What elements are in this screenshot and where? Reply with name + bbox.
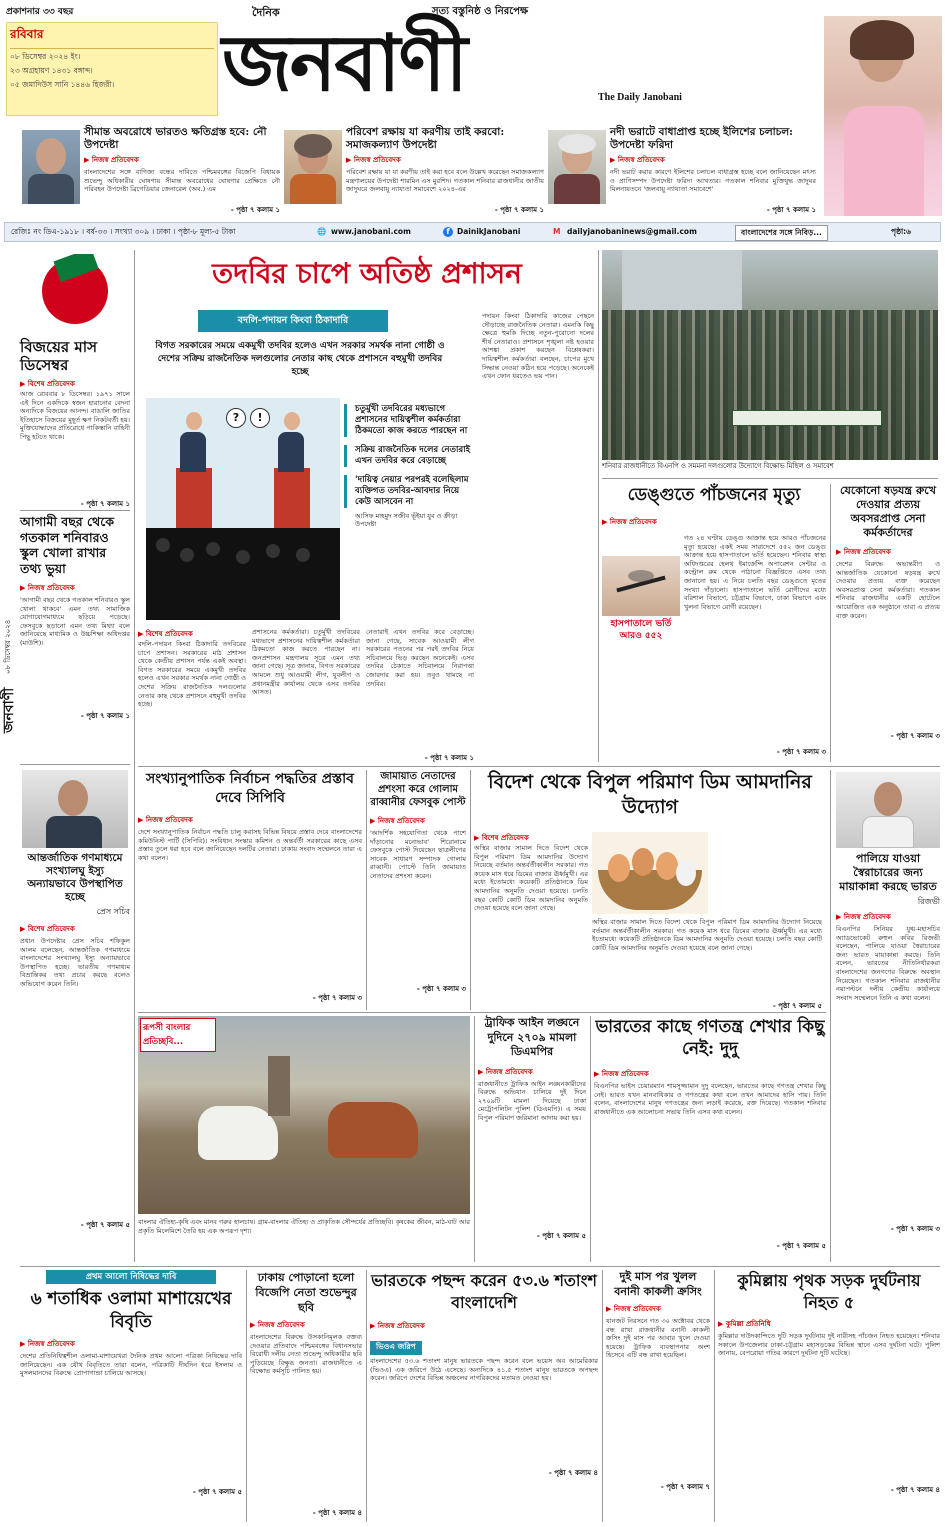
school-byline: ▶ নিজস্ব প্রতিবেদক — [20, 582, 130, 594]
lead-point: সক্রিয় রাজনৈতিক দলের নেতারাই এখন তদবির করে বেড়াচ্ছে — [344, 445, 472, 467]
survey-tag: ভিওএ জরিপ — [370, 1341, 422, 1355]
protest-photo — [602, 250, 938, 460]
dengue-text: গত ২৪ ঘণ্টায় ডেঙ্গু আক্রান্ত হয়ে আরও পাঁচজনের মৃত্যু হয়েছে। একই সময় সারাদেশে ৫৫২ জন ডেঙ্গু আক্রান্ত হয়ে হাসপাতালে ভর্তি হয়েছেন। শনিবার স্বাস্থ্য অধিদপ্তরের হেলথ ইমার্জেন্সি অপারেশন সেন্টার ও কন্ট্রোল রুম থেকে পাঠানো বিজ্ঞপ্তিতে এসব তথ্য জানানো হয়। এ নিয়ে চলতি বছর ডেঙ্গুতে মৃতের সংখ্যা দাঁড়ালো। হাসপাতালে ভর্তি রোগীদের মধ্যে বরিশাল বিভাগে, চট্টগ্রাম বিভাগে, ঢাকা বিভাগে এবং খুলনা বিভাগে রোগী রয়েছেন। — [684, 534, 826, 611]
lead-col-4: পদায়ন কিংবা ঠিকাদারি কাজের পেছনে দৌড়াচ্ছে রাজনৈতিক নেতারা। এমনকি কিছু ক্ষেত্রে হুমকি দিচ্ছে নতুন-পুরোনো দলের শীর্ষ নেতারাও। প্রশাসনে শৃঙ্খলা নষ্ট হওয়ার আশঙ্কা প্রকাশ করছেন বিশ্লেষকরা। দায়িত্বশীল কর্মকর্তারা বলছেন, চাপের মুখে সিদ্ধান্ত নেওয়া কঠিন হয়ে পড়েছে। অনেকেই এখন ফোন ধরতেও ভয় পান। — [482, 312, 594, 381]
gmail-icon: M — [553, 227, 561, 236]
survey-byline: ▶ নিজস্ব প্রতিবেদক — [370, 1320, 598, 1332]
top-story-3-title: নদী ভরাটে বাধাপ্রাপ্ত হচ্ছে ইলিশের চলাচল: উপদেষ্টা ফরিদা — [610, 126, 794, 151]
logo: জনবাণী — [222, 18, 466, 109]
traffic-block[interactable] — [478, 1016, 586, 1262]
eggs-block[interactable] — [474, 770, 826, 1010]
olama-byline: ▶ নিজস্ব প্রতিবেদক — [20, 1338, 242, 1350]
top-story-2-more: - পৃষ্ঠা ৭ কলাম ১ — [494, 206, 544, 214]
india-flee-more: - পৃষ্ঠা ৭ কলাম ৩ — [890, 1225, 940, 1233]
daily-label: দৈনিক — [252, 6, 280, 19]
eggs-text-continued: অস্থির বাজার সামাল দিতে বিদেশ থেকে বিপুল পরিমাণ ডিম আমদানির উদ্যোগ নিয়েছে বর্তমান অন্তর্বর্তীকালীন সরকার। গত কয়েক মাস ধরে ডিমের বাজার ঊর্ধ্বমুখী। এর মধ্যে ইতোমধ্যে কয়েকটি প্রতিষ্ঠানকে ডিম আমদানির অনুমতি দেওয়া হয়েছে। চলতি বছর কোটি কোটি ডিম আমদানির অনুমতি দেওয়া হয়েছে বলে জানা গেছে। — [592, 918, 822, 952]
top-story-3-more: - পৃষ্ঠা ৭ কলাম ১ — [766, 206, 816, 214]
victory-byline: ▶ বিশেষ প্রতিবেদক — [20, 378, 75, 390]
lead-quote-by: আসিফ মাহমুদ সজীব ভূঁইয়া যুব ও ক্রীড়া উপদেষ্টা — [355, 512, 458, 528]
eggs-text: অস্থির বাজার সামাল দিতে বিদেশ থেকে বিপুল পরিমাণ ডিম আমদানির উদ্যোগ নিয়েছে বর্তমান অন্তর্বর্তীকালীন সরকার। গত কয়েক মাস ধরে ডিমের বাজার ঊর্ধ্বমুখী। এর মধ্যে ইতোমধ্যে কয়েকটি প্রতিষ্ঠানকে ডিম আমদানির অনুমতি দেওয়া হয়েছে। চলতি বছর কোটি কোটি ডিম আমদানির অনুমতি দেওয়া হয়েছে বলে জানা গেছে। — [474, 844, 588, 913]
lead-col-3: নেতারাই এখন তদবির করে বেড়াচ্ছে। জানা গেছে, সাবেক আওয়ামী লীগ সরকারের পতনের পর পরই তদবির নিয়ে সচিবালয়ে ভিড় করছেন অনেকেই। এসব তদবির ঠেকাতে সচিবালয়ে নিরাপত্তা জোরদার করা হয়। তবুও থামছে না তদবির। — [366, 628, 474, 688]
date-box — [6, 22, 218, 116]
dengue-box: হাসপাতালে ভর্তি আরও ৫৫২ — [610, 619, 672, 641]
jamaat-more: - পৃষ্ঠা ৭ কলাম ৩ — [416, 985, 466, 993]
dengue-title: ডেঙ্গুতে পাঁচজনের মৃত্যু — [627, 485, 801, 505]
comilla-text: কুমিল্লার দাউদকান্দিতে দুটি সড়ক দুর্ঘটনায় দুই নারীসহ পাঁচজন নিহত হয়েছেন। শনিবার সকালে উপজেলার ঢাকা-চট্টগ্রাম মহাসড়কের বিভিন্ন স্থানে এসব দুর্ঘটনা ঘটে। পুলিশ জানায়, বেপরোয়া গতির কারণে দুর্ঘটনা দুটি ঘটেছে। — [718, 1332, 940, 1358]
website-link[interactable]: www.janobani.com — [331, 227, 411, 236]
banani-text: যানজট নিরসনে গত ৩০ অক্টোবর থেকে বন্ধ রাখা রাজধানীর বনানী কাকলী ক্রসিং দুই মাস পর আবার খুলে দেওয়া হয়েছে। ট্রাফিক ব্যবস্থাপনার অংশ হিসেবে এটি বন্ধ রাখা হয়েছিল। — [606, 1317, 710, 1360]
spine-logo: জনবাণী — [1, 687, 17, 733]
lead-illustration: ? ! — [146, 398, 340, 620]
suvendu-text: বাংলাদেশের বিরুদ্ধে উসকানিমূলক বক্তব্য দেওয়ার প্রতিবাদে পশ্চিমবঙ্গের বিধানসভার বিরোধী দলীয় নেতা শুভেন্দু অধিকারীর ছবি পুড়িয়েছে বিক্ষুব্ধ জনতা। রাজধানীতে এ বিক্ষোভ কর্মসূচি পালিত হয়। — [250, 1333, 362, 1376]
suvendu-title: ঢাকায় পোড়ানো হলো বিজেপি নেতা শুভেন্দুর ছবি — [255, 1271, 357, 1314]
cpb-block[interactable] — [138, 770, 362, 1010]
lead-points — [344, 404, 472, 624]
eggs-more: - পৃষ্ঠা ৭ কলাম ৫ — [772, 1002, 822, 1010]
comilla-title: কুমিল্লায় পৃথক সড়ক দুর্ঘটনায় নিহত ৫ — [737, 1271, 921, 1312]
page-number: পৃষ্ঠা:৬ — [891, 227, 912, 236]
facebook-icon: f — [443, 227, 453, 237]
date-line: ২৩ অগ্রহায়ণ ১৪৩১ বঙ্গাব্দ। — [10, 66, 93, 75]
english-name: The Daily Janobani — [598, 92, 682, 103]
press-text: প্রধান উপদেষ্টার প্রেস সচিব শফিকুল আলম বলেছেন, আন্তর্জাতিক গণমাধ্যমে বাংলাদেশের সংখ্যালঘু ইস্যু অন্যায়ভাবে উপস্থাপিত হচ্ছে। ভারতীয় গণমাধ্যম বিভ্রান্তিকর তথ্য প্রচার করছে বলেও অভিযোগ করেন তিনি। — [20, 937, 130, 988]
press-byline: ▶ বিশেষ প্রতিবেদক — [20, 923, 130, 935]
lead-headline[interactable]: তদবির চাপে অতিষ্ঠ প্রশাসন — [212, 257, 522, 290]
rizvi-photo — [836, 772, 940, 848]
jamaat-text: 'আদর্শিক সহযোগিতা থেকে পাশে দাঁড়ানোর মনোভাব' শিরোনামে ফেসবুকে পোস্ট দিয়েছেন ছাত্রলীগের সাবেক সাধারণ সম্পাদক গোলাম রাব্বানী। পোস্টে তিনি জামায়াত নেতাদের প্রশংসা করেন। — [370, 829, 466, 880]
cpb-title: সংখ্যানুপাতিক নির্বাচন পদ্ধতির প্রস্তাব দেবে সিপিবি — [146, 771, 354, 806]
top-story-1-byline: ▶ নিজস্ব প্রতিবেদক — [84, 154, 280, 166]
top-story-1-title: সীমান্ত অবরোধে ভারতও ক্ষতিগ্রস্ত হবে: নৌ উপদেষ্টা — [84, 126, 267, 151]
army-block[interactable] — [836, 484, 940, 762]
rural-caption: বাংলার ঐতিহ্য-কৃষি এবং মানব গরুর হালচাষ। গ্রাম-বাংলার ঐতিহ্য ও প্রাকৃতিক সৌন্দর্যের প্রতিচ্ছবি। কৃষকের জীবন, মাঠ-ঘাট আর প্রকৃতি মিলেমিশে তৈরি হয় এক অপরূপ দৃশ্য। — [138, 1218, 470, 1235]
india-flee-block[interactable] — [836, 852, 940, 1262]
victory-text: আজ রোববার ৮ ডিসেম্বর। ১৯৭১ সালে এই দিনে একদিকে স্বজন হারানোর বেদনা অন্যদিকে বিজয়ের আনন্দ। বাঙালি জাতির ইতিহাসে বিজয়ের মুহূর্ত ক্ষণ নিকটবর্তী হয়। মুক্তিযোদ্ধাদের প্রতিরোধে পাকিস্তানি বাহিনী পিছু হটতে থাকে। — [20, 390, 130, 441]
victory-emblem — [30, 254, 120, 334]
day-label: রবিবার — [10, 26, 214, 49]
years-badge: প্রকাশনার ৩৩ বছর — [6, 7, 74, 17]
india-flee-tag: রিজভী — [917, 897, 940, 906]
olama-text: দেশের প্রতিনিধিত্বশীল ওলামা-মাশায়েখরা দৈনিক প্রথম আলো পত্রিকা নিষিদ্ধের দাবি জানিয়েছেন। এক যৌথ বিবৃতিতে তারা বলেন, পত্রিকাটি দীর্ঘদিন ধরে ইসলাম ও মুসলমানদের বিরুদ্ধে প্রোপাগান্ডা চালিয়ে আসছে। — [20, 1352, 242, 1378]
lead-intro: বিগত সরকারের সময়ে একমুখী তদবির হলেও এখন সরকার সমর্থক নানা গোষ্ঠী ও দেশের সক্রিয় রাজনৈতিক দলগুলোর নেতার কাছ থেকে প্রশাসনে বহুমুখী তদবির হচ্ছে — [155, 341, 445, 377]
army-title: যেকোনো ষড়যন্ত্র রুখে দেওয়ার প্রত্যয় অবসরপ্রাপ্ত সেনা কর্মকর্তাদের — [840, 484, 936, 539]
victory-title: বিজয়ের মাস ডিসেম্বর — [20, 338, 97, 374]
facebook-link[interactable]: DainikJanobani — [457, 227, 521, 236]
comilla-block[interactable] — [718, 1270, 940, 1522]
cpb-text: দেশে সংখ্যানুপাতিক নির্বাচন পদ্ধতি চালু করাসহ বিভিন্ন বিষয়ে প্রস্তাব দেবে বাংলাদেশের কমিউনিস্ট পার্টি (সিপিবি)। সংবিধান সংস্কার কমিশন ও অন্তর্বর্তী সরকারের কাছে এসব প্রস্তাব তুলে ধরা হবে বলে জানিয়েছেন দলটির নেতারা। ঢাকায় সংবাদ সম্মেলনে তারা এ কথা বলেন। — [138, 828, 362, 862]
dudu-more: - পৃষ্ঠা ৭ কলাম ৫ — [776, 1242, 826, 1250]
olama-more: - পৃষ্ঠা ৭ কলাম ৫ — [192, 1488, 242, 1496]
press-more: - পৃষ্ঠা ৭ কলাম ৫ — [80, 1221, 130, 1229]
victory-more: - পৃষ্ঠা ৭ কলাম ১ — [80, 500, 130, 508]
survey-block[interactable] — [370, 1270, 598, 1522]
survey-text: বাংলাদেশের ৫৩.৬ শতাংশ মানুষ ভারতকে পছন্দ করেন বলে ভয়েস অব আমেরিকার (ভিওএ) এক জরিপে উঠে এসেছে। অন্যদিকে ৪১.৫ শতাংশ মানুষ ভারতকে অপছন্দ করেন। জরিপে দেশের বিভিন্ন অঞ্চলের নাগরিকদের মতামত নেওয়া হয়। — [370, 1357, 598, 1383]
eggs-byline: ▶ বিশেষ প্রতিবেদক — [474, 832, 529, 844]
date-line: ০৫ জমাদিউস সানি ১৪৪৬ হিজরী। — [10, 80, 115, 89]
registration-info: রেজিঃ নং ডিএ-১৯১৮ । বর্ষ-৩৩ । সংখ্যা ৩০৯ । ঢাকা । পৃষ্ঠা-৮ মূল্য-৫ টাকা — [11, 227, 236, 236]
cpb-more: - পৃষ্ঠা ৭ কলাম ৩ — [312, 994, 362, 1002]
advisor-photo — [284, 130, 342, 204]
olama-strip: প্রথম আলো নিষিদ্ধের দাবি — [46, 1270, 216, 1284]
olama-block[interactable] — [20, 1270, 242, 1522]
banani-block[interactable] — [606, 1270, 710, 1522]
banani-byline: ▶ নিজস্ব প্রতিবেদক — [606, 1303, 710, 1315]
top-story-3[interactable] — [610, 126, 816, 216]
spine-date: ০৮ ডিসেম্বর ২০২৪ — [4, 619, 12, 674]
press-secretary-photo — [22, 770, 128, 848]
press-title: আন্তর্জাতিক গণমাধ্যমে সংখ্যালঘু ইস্যু অন্যায়ভাবে উপস্থাপিত হচ্ছে — [27, 852, 123, 903]
traffic-text: রাজধানীতে ট্রাফিক আইন লঙ্ঘনকারীদের বিরুদ্ধে অভিযান চালিয়ে দুই দিনে ২৭০৯টি মামলা দিয়েছে ঢাকা মেট্রোপলিটন পুলিশ (ডিএমপি)। এ সময় বিপুল পরিমাণ জরিমানা আদায় করা হয়। — [478, 1079, 586, 1122]
top-story-2-byline: ▶ নিজস্ব প্রতিবেদক — [346, 154, 544, 166]
survey-title: ভারতকে পছন্দ করেন ৫৩.৬ শতাংশ বাংলাদেশি — [371, 1271, 597, 1312]
school-more: - পৃষ্ঠা ৭ কলাম ১ — [80, 712, 130, 720]
press-tag: প্রেস সচিব — [96, 907, 130, 916]
comilla-byline: ▶ কুমিল্লা প্রতিনিধি — [718, 1318, 940, 1330]
suvendu-byline: ▶ নিজস্ব প্রতিবেদক — [250, 1319, 362, 1331]
survey-more: - পৃষ্ঠা ৭ কলাম ৪ — [548, 1469, 598, 1477]
army-more: - পৃষ্ঠা ৭ কলাম ৩ — [890, 732, 940, 740]
traffic-title: ট্রাফিক আইন লঙ্ঘনে দুদিনে ২৭০৯ মামলা ডিএমপির — [484, 1016, 580, 1058]
globe-icon: 🌐 — [317, 227, 327, 236]
lead-point: চতুর্মুখী তদবিরের মধ্যভাগে প্রশাসনের দায়িত্বশীল কর্মকর্তারা ঠিকমতো কাজ করতে পারছেন না — [344, 404, 472, 437]
advisor-photo — [548, 130, 606, 204]
top-story-1[interactable] — [84, 126, 280, 216]
email-link[interactable]: dailyjanobaninews@gmail.com — [567, 227, 697, 236]
date-line: ০৮ ডিসেম্বর ২০২৪ ইং। — [10, 52, 81, 61]
olama-title: ৬ শতাধিক ওলামা মাশায়েখের বিবৃতি — [30, 1289, 232, 1332]
jamaat-title: জামায়াত নেতাদের প্রশংসা করে গোলাম রাব্বানীর ফেসবুক পোস্ট — [370, 771, 466, 808]
india-flee-title: পালিয়ে যাওয়া স্বৈরাচারের জন্য মায়াকান্না করছে ভারত — [839, 852, 937, 893]
lead-body — [138, 628, 478, 762]
spine — [0, 590, 16, 770]
jamaat-byline: ▶ নিজস্ব প্রতিবেদক — [370, 815, 466, 827]
jamaat-block[interactable] — [370, 770, 466, 1010]
mosquito-photo — [602, 556, 680, 616]
top-story-2-title: পরিবেশ রক্ষায় যা করণীয় তাই করবো: সমাজকল্যাণ উপদেষ্টা — [346, 126, 505, 151]
top-story-2[interactable] — [346, 126, 544, 216]
dudu-byline: ▶ নিজস্ব প্রতিবেদক — [594, 1068, 826, 1080]
info-bar — [4, 222, 941, 242]
suvendu-more: - পৃষ্ঠা ৭ কলাম ৪ — [312, 1509, 362, 1517]
school-block[interactable] — [20, 514, 130, 762]
protest-caption: শনিবার রাজধানীতে বিএনপি ও সমমনা দলগুলোর উদ্যোগে বিক্ষোভ মিছিল ও সমাবেশ — [602, 462, 834, 470]
army-text: দেশের বিরুদ্ধে অভ্যন্তরীণ ও আন্তর্জাতিক যেকোনো ষড়যন্ত্র রুখে দেওয়ার প্রত্যয় ব্যক্ত করেছেন অবসরপ্রাপ্ত সেনা কর্মকর্তারা। গতকাল শনিবার রাজধানীর একটি হোটেলে আয়োজিত এক অনুষ্ঠানে তারা এ প্রত্যয় ব্যক্ত করেন। — [836, 560, 940, 620]
school-title: আগামী বছর থেকে গতকাল শনিবারও স্কুল খোলা রাখার তথ্য ভুয়া — [20, 514, 114, 576]
dudu-title: ভারতের কাছে গণতন্ত্র শেখার কিছু নেই: দুদু — [595, 1017, 825, 1059]
traffic-byline: ▶ নিজস্ব প্রতিবেদক — [478, 1066, 586, 1078]
tagline: সত্য বস্তুনিষ্ঠ ও নিরপেক্ষ — [432, 6, 529, 17]
lead-more: - পৃষ্ঠা ৭ কলাম ১ — [424, 754, 474, 762]
eggs-photo — [592, 832, 708, 914]
top-story-1-more: - পৃষ্ঠা ৭ কলাম ১ — [230, 206, 280, 214]
army-byline: ▶ নিজস্ব প্রতিবেদক — [836, 546, 940, 558]
advisor-photo — [22, 130, 80, 204]
dengue-block[interactable] — [602, 484, 826, 762]
lead-kicker: বদলি-পদায়ন কিংবা ঠিকাদারি — [198, 310, 388, 332]
eggs-title: বিদেশ থেকে বিপুল পরিমাণ ডিম আমদানির উদ্যোগ — [488, 771, 812, 818]
rural-photo-label: রূপসী বাংলার প্রতিচ্ছবি... — [140, 1018, 216, 1052]
india-flee-byline: ▶ নিজস্ব প্রতিবেদক — [836, 911, 940, 923]
banani-title: দুই মাস পর খুলল বনানী কাকলী ক্রসিং — [614, 1270, 702, 1298]
top-story-3-byline: ▶ নিজস্ব প্রতিবেদক — [610, 154, 816, 166]
top-story-1-text: বাংলাদেশের সঙ্গে বাণিজ্য বন্ধের দাবিতে পশ্চিমবঙ্গের বিজেপি বিধায়ক শুভেন্দু অধিকারীর ঘোষণায় সীমান্ত অবরোধের ঘোষণার প্রেক্ষিতে নৌ পরিবহন উপদেষ্টা ব্রিগেডিয়ার জেনারেল (অব.) এম — [84, 168, 280, 194]
lead-byline: ▶ বিশেষ প্রতিবেদক — [138, 628, 478, 640]
dudu-text: বিএনপির ভাইস চেয়ারম্যান শামসুজ্জামান দুদু বলেছেন, ভারতের কাছে গণতন্ত্র শেখার কিছু নেই। ভারত যখন মানবাধিকার ও গণতন্ত্রের কথা বলে তখন আমাদের হাসি পায়। তিনি বলেন, বাংলাদেশের মানুষ গণতন্ত্রের জন্য লড়াই করেছে, রক্ত দিয়েছে। গতকাল শনিবার রাজধানীতে এক আলোচনা সভায় তিনি এসব কথা বলেন। — [594, 1082, 826, 1116]
press-block[interactable] — [20, 852, 130, 1262]
top-stories — [22, 124, 822, 220]
comilla-more: - পৃষ্ঠা ৭ কলাম ৪ — [890, 1486, 940, 1494]
india-flee-text: বিএনপির সিনিয়র যুগ্ম-মহাসচিব অ্যাডভোকেট রুহুল কবির রিজভী বলেছেন, পালিয়ে যাওয়া স্বৈরাচারের জন্য ভারত মায়াকান্না করছে। তিনি বলেন, ভারতের নীতিনির্ধারকরা বাংলাদেশের জনগণের বিরুদ্ধে অবস্থান নিয়েছেন। গতকাল শনিবার রাজধানীর নয়াপল্টনে দলীয় কেন্দ্রীয় কার্যালয়ে সংবাদ সম্মেলনে তিনি এ কথা বলেন। — [836, 925, 940, 1002]
cpb-byline: ▶ নিজস্ব প্রতিবেদক — [138, 814, 362, 826]
lead-col-2: প্রশাসনের কর্মকর্তারা। চতুর্মুখী তদবিরের মধ্যভাগে প্রশাসনের দায়িত্বশীল কর্মকর্তারা ঠিকমতো কাজ করতে পারছেন না। জনপ্রশাসন মন্ত্রণালয় সূত্রে এমন তথ্য জানা গেছে। সূত্র জানায়, বিগত সরকারের আমলে শুধু আওয়ামী লীগ, যুবলীগ ও প্রধানমন্ত্রীর কার্যালয় থেকে এসব তদবির আসত। — [252, 628, 360, 697]
school-text: 'আগামী বছর থেকে গতকাল শনিবারও স্কুল খোলা থাকবে' এমন তথ্য সামাজিক যোগাযোগমাধ্যমে ছড়িয়ে পড়েছে। ফেসবুকে ছড়ানো এমন তথ্য মিথ্যা বলে জানিয়েছে মাধ্যমিক ও উচ্চশিক্ষা অধিদপ্তর (মাউশি)। — [20, 596, 130, 647]
banani-more: - পৃষ্ঠা ৭ কলাম ৭ — [660, 1483, 710, 1491]
victory-block[interactable] — [20, 250, 130, 508]
dengue-byline: ▶ নিজস্ব প্রতিবেদক — [602, 516, 826, 528]
top-story-2-text: পরিবেশ রক্ষায় যা যা করণীয় তাই করা হবে বলে উল্লেখ করেছেন সমাজকল্যাণ মন্ত্রণালয়ের উপদেষ্টা শারমিন এস মুরশিদ। গতকাল শনিবার রাজধানীর জাতীয় জাদুঘরে জলবায়ু ন্যায্যতা সমাবেশে ২০২৪-এর — [346, 168, 544, 194]
lead-col-1: বদলি-পদায়ন কিংবা ঠিকাদারি তদবিরের চাপে প্রশাসন। সরকারের মাঠ প্রশাসন থেকে কেন্দ্রীয় প্রশাসন পর্যন্ত একই অবস্থা। বিগত সরকারের সময়ে একমুখী তদবির হলেও এখন সরকার সমর্থক নানা গোষ্ঠী ও দেশের সক্রিয় রাজনৈতিক দলগুলোর নেতার কাছ থেকে প্রশাসনে বহুমুখী তদবির হচ্ছে। — [138, 640, 246, 709]
top-story-3-text: নদী ভরাট করার কারণে ইলিশের চলাচল বাধাগ্রস্ত হচ্ছে বলে জানিয়েছেন মৎস্য ও প্রাণিসম্পদ উপদেষ্টা ফরিদা আখতার। গতকাল শনিবার মুক্তিযুদ্ধ জাদুঘর মিলনায়তনে 'জলবায়ু ন্যায্যতা সমাবেশে' — [610, 168, 816, 194]
lead-point: 'দায়িত্ব নেয়ার পরপরই বলেছিলাম ব্যক্তিগত তদবির-আবদার নিয়ে কেউ আসবেন না — [344, 475, 472, 508]
dengue-more: - পৃষ্ঠা ৭ কলাম ৩ — [776, 748, 826, 756]
dudu-block[interactable] — [594, 1016, 826, 1262]
model-photo — [824, 16, 942, 216]
traffic-more: - পৃষ্ঠা ৭ কলাম ৫ — [536, 1231, 586, 1240]
ticker: বাংলাদেশের সঙ্গে নিবিড়... — [735, 225, 828, 241]
suvendu-block[interactable] — [250, 1270, 362, 1522]
